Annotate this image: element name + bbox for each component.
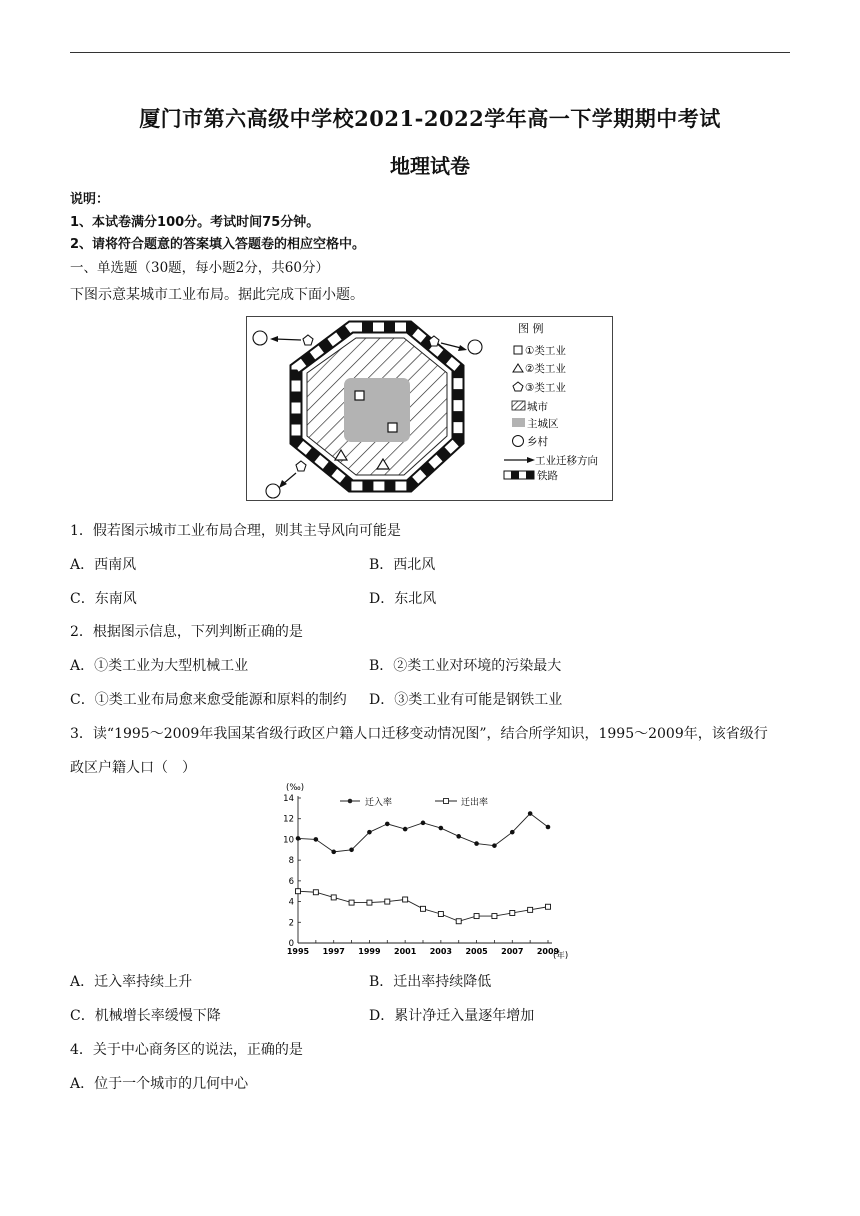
q3-option-c: C．机械增长率缓慢下降 — [70, 1008, 221, 1024]
header-rule — [70, 52, 790, 53]
data-point — [314, 837, 319, 842]
q2-option-c: C．①类工业布局愈来愈受能源和原料的制约 — [70, 692, 347, 708]
q2-option-a: A．①类工业为大型机械工业 — [70, 658, 249, 674]
y-tick-label: 6 — [288, 876, 294, 887]
data-point — [367, 830, 372, 835]
data-point — [421, 906, 426, 911]
city-industry-figure — [246, 316, 614, 502]
data-point — [403, 897, 408, 902]
q4-stem: 4．关于中心商务区的说法，正确的是 — [70, 1042, 303, 1058]
intro-text: 下图示意某城市工业布局。据此完成下面小题。 — [70, 287, 364, 303]
data-point — [492, 843, 497, 848]
data-point — [367, 900, 372, 905]
y-tick-label: 12 — [283, 814, 294, 825]
legend-item: 主城区 — [527, 418, 559, 430]
q1-option-a: A．西南风 — [70, 557, 137, 573]
village-marker — [253, 331, 267, 345]
data-point — [296, 836, 301, 841]
data-point — [528, 811, 533, 816]
x-tick-label: 2009 — [536, 947, 560, 956]
migration-line-chart — [280, 778, 580, 966]
data-point — [349, 847, 354, 852]
legend-item: 城市 — [527, 401, 548, 413]
y-tick-label: 8 — [288, 856, 294, 867]
data-point — [438, 912, 443, 917]
q2-option-d: D．③类工业有可能是钢铁工业 — [369, 692, 563, 708]
data-point — [456, 919, 461, 924]
data-point — [331, 850, 336, 855]
q3-option-a: A．迁入率持续上升 — [70, 974, 193, 990]
legend-item: ②类工业 — [525, 363, 566, 375]
x-tick-label: 1997 — [322, 947, 345, 956]
industry-1-marker — [388, 423, 397, 432]
y-tick-label: 14 — [283, 794, 294, 804]
q2-option-b: B．②类工业对环境的污染最大 — [369, 658, 562, 674]
data-point — [349, 900, 354, 905]
y-tick-label: 0 — [288, 939, 294, 949]
data-point — [546, 904, 551, 909]
q1-option-c: C．东南风 — [70, 591, 137, 607]
section-heading: 一、单选题（30题，每小题2分，共60分） — [70, 260, 329, 276]
exam-title: 厦门市第六高级中学校2021-2022学年高一下学期期中考试 — [139, 106, 721, 131]
legend-item: 工业迁移方向 — [535, 455, 598, 467]
data-point — [403, 827, 408, 832]
data-point — [313, 890, 318, 895]
x-tick-label: 2007 — [501, 947, 524, 956]
x-tick-label: 1999 — [358, 947, 381, 956]
instructions-heading: 说明： — [70, 192, 110, 207]
data-point — [528, 907, 533, 912]
legend-item: ③类工业 — [525, 382, 566, 394]
y-axis-unit: (‰) — [286, 783, 305, 793]
x-axis-unit: (年) — [553, 951, 569, 961]
data-point — [510, 830, 515, 835]
exam-subtitle: 地理试卷 — [390, 154, 470, 178]
data-point — [331, 895, 336, 900]
y-tick-label: 4 — [288, 897, 294, 908]
data-point — [421, 821, 426, 826]
data-point — [456, 834, 461, 839]
x-tick-label: 2003 — [429, 947, 452, 956]
q3-option-d: D．累计净迁入量逐年增加 — [369, 1008, 535, 1024]
data-point — [492, 914, 497, 919]
data-point — [510, 910, 515, 915]
q3-stem-line2: 政区户籍人口（ ） — [70, 760, 196, 776]
data-point — [439, 826, 444, 831]
main-urban-area — [344, 378, 410, 442]
q2-stem: 2．根据图示信息，下列判断正确的是 — [70, 624, 303, 640]
q1-option-d: D．东北风 — [369, 591, 437, 607]
x-tick-label: 2005 — [465, 947, 488, 956]
data-point — [546, 825, 551, 830]
village-marker — [266, 484, 280, 498]
q3-stem-line1: 3．读“1995～2009年我国某省级行政区户籍人口迁移变动情况图”，结合所学知识，1995～2009年，该省级行 — [70, 726, 768, 742]
y-tick-label: 2 — [288, 918, 294, 929]
legend-series-out: 迁出率 — [461, 798, 489, 808]
x-tick-label: 1995 — [286, 947, 310, 956]
village-marker — [468, 340, 482, 354]
instruction-1: 1、本试卷满分100分。考试时间75分钟。 — [70, 215, 320, 230]
legend-item: ①类工业 — [525, 345, 566, 357]
x-tick-label: 2001 — [394, 947, 417, 956]
q1-option-b: B．西北风 — [369, 557, 436, 573]
data-point — [385, 899, 390, 904]
industry-1-marker — [355, 391, 364, 400]
data-point — [474, 841, 479, 846]
legend-title: 图 例 — [518, 322, 544, 335]
legend-item: 乡村 — [527, 436, 548, 448]
legend-item: 铁路 — [537, 470, 558, 482]
data-point — [474, 914, 479, 919]
data-point — [296, 889, 301, 894]
y-tick-label: 10 — [283, 835, 294, 846]
instruction-2: 2、请将符合题意的答案填入答题卷的相应空格中。 — [70, 237, 366, 252]
q3-option-b: B．迁出率持续降低 — [369, 974, 492, 990]
q4-option-a: A．位于一个城市的几何中心 — [70, 1076, 249, 1092]
legend-series-in: 迁入率 — [365, 798, 393, 808]
q1-stem: 1．假若图示城市工业布局合理，则其主导风向可能是 — [70, 523, 401, 539]
data-point — [385, 822, 390, 827]
